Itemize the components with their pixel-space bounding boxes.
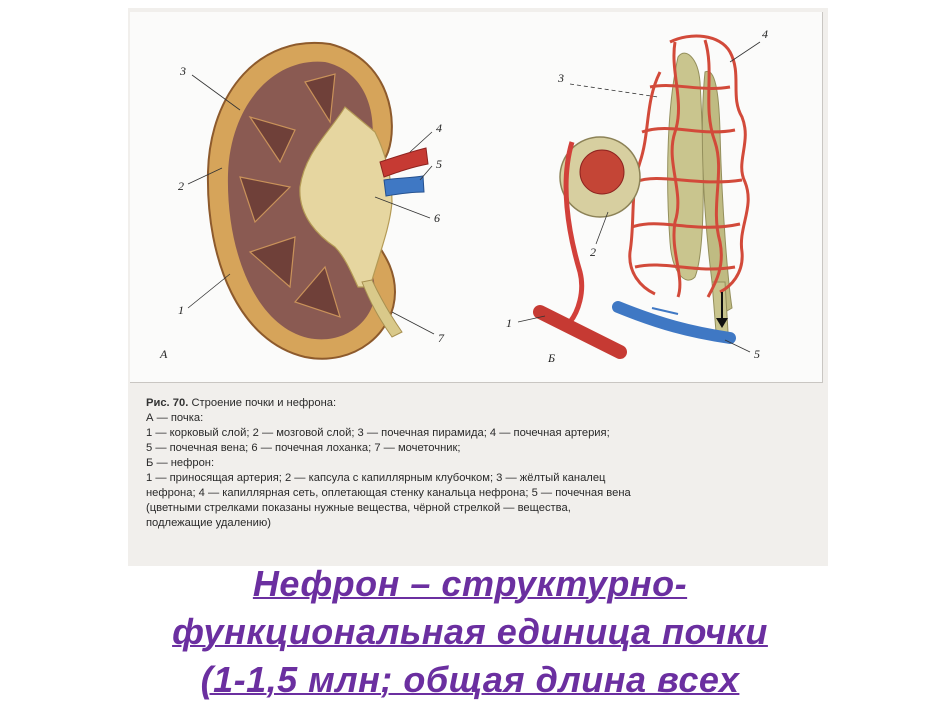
nephron-label-3: 3: [558, 71, 564, 85]
slide-headline: [0, 560, 940, 704]
renal-vein: [384, 176, 424, 196]
caption-line: 1 — приносящая артерия; 2 — капсула с капиллярным клубочком; 3 — жёлтый каналец: [146, 472, 606, 484]
nephron-label-1: 1: [506, 316, 512, 330]
kidney-illustration: [159, 43, 445, 361]
vein-trunk: [618, 307, 730, 338]
caption-line: подлежащие удалению): [146, 517, 271, 529]
headline-line-3: (1-1,5 млн; общая длина всех: [200, 659, 740, 700]
kidney-label-1: 1: [178, 303, 184, 317]
nephron-label-5: 5: [754, 347, 760, 361]
figure-number: Рис. 70.: [146, 397, 189, 409]
caption-line: 5 — почечная вена; 6 — почечная лоханка; 7 — мочеточник;: [146, 442, 461, 454]
figure-caption: [146, 396, 814, 531]
caption-title: Строение почки и нефрона:: [191, 397, 337, 409]
nephron-label-4: 4: [762, 27, 768, 41]
panel-a-letter: А: [160, 347, 168, 361]
figure-70: [130, 12, 823, 383]
nephron-illustration: [506, 27, 768, 365]
caption-line: (цветными стрелками показаны нужные вещества, чёрной стрелкой — вещества,: [146, 502, 571, 514]
headline-line-2: функциональная единица почки: [172, 611, 768, 652]
kidney-label-5: 5: [436, 157, 442, 171]
headline-line-1: Нефрон – структурно-: [252, 563, 688, 604]
caption-line: 1 — корковый слой; 2 — мозговой слой; 3 — почечная пирамида; 4 — почечная артерия;: [146, 427, 610, 439]
caption-line: Б — нефрон:: [146, 457, 215, 469]
caption-line: нефрона; 4 — капиллярная сеть, оплетающая стенку канальца нефрона; 5 — почечная вена: [146, 487, 631, 499]
panel-b-letter: Б: [548, 351, 556, 365]
caption-title-line: [146, 396, 814, 411]
kidney-label-4: 4: [436, 121, 442, 135]
glomerulus: [580, 150, 624, 194]
kidney-label-2: 2: [178, 179, 184, 193]
kidney-label-6: 6: [434, 211, 440, 225]
kidney-label-7: 7: [438, 331, 444, 345]
figure-illustration: [130, 12, 822, 382]
artery-trunk: [540, 312, 620, 352]
nephron-label-2: 2: [590, 245, 596, 259]
caption-line: А — почка:: [146, 412, 204, 424]
kidney-label-3: 3: [180, 64, 186, 78]
